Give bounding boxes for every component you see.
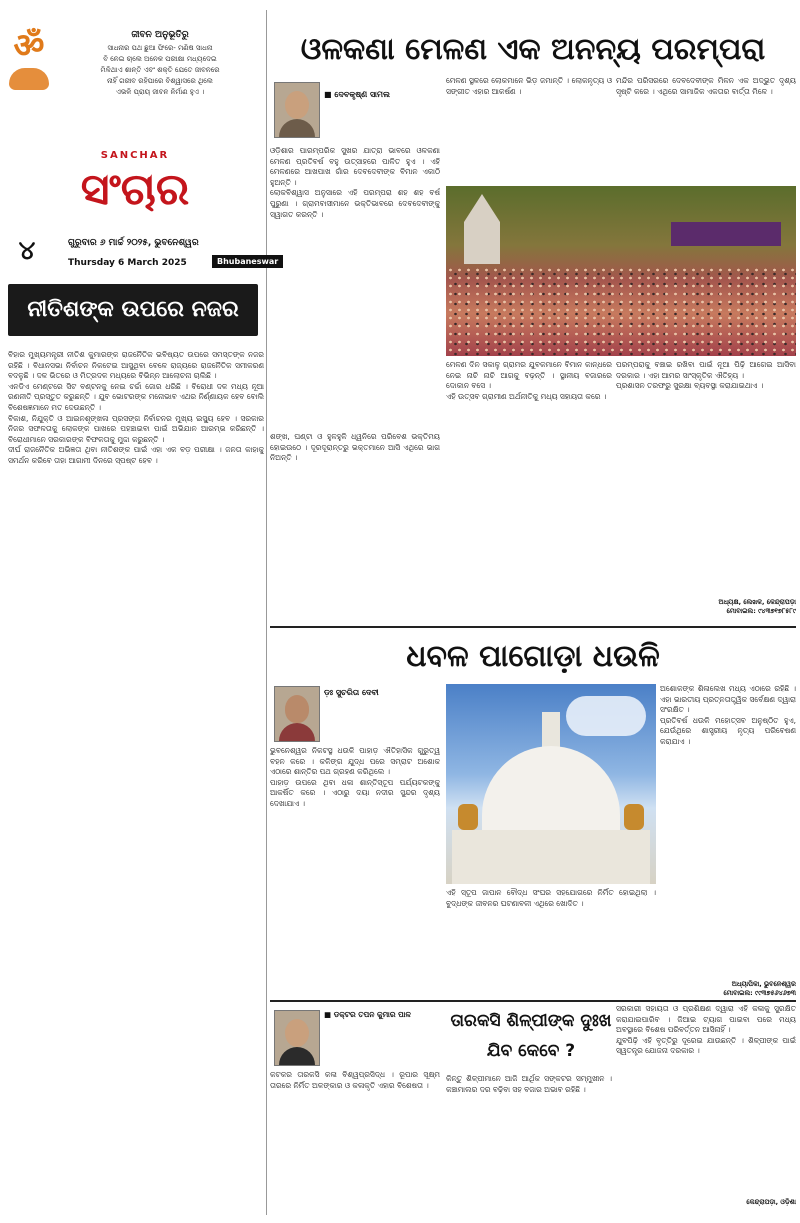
city-badge: Bhubaneswar (212, 255, 283, 268)
article1-paragraph: ମନ୍ଦିର ପରିସରରେ ଦେବଦେବୀଙ୍କ ମିଳନ ଏକ ଅଦ୍ଭୁତ ଦୃଶ୍ୟ ସୃଷ୍ଟି କରେ । ଏଥିରେ ସାମାଜିକ ଏକତାର ବାର୍ତ୍ତା ମିଳେ । (616, 76, 796, 96)
article1-paragraph: ଏହି ଉତ୍ସବ ଗ୍ରାମୀଣ ଅର୍ଥନୀତିକୁ ମଧ୍ୟ ସହାୟତା କରେ । (446, 391, 607, 401)
article1-column (270, 146, 440, 466)
hands-icon (9, 68, 49, 90)
author1-name: ■ ଦେବକୃଷ୍ଣ ସାମଲ (324, 90, 390, 99)
quote-line: ଏଭଳି ପ୍ରାୟ ଜୀବନ ନିର୍ମାଣ ହୁଏ । (115, 88, 205, 96)
editorial-paragraph: ବିକାଶ, ନିଯୁକ୍ତି ଓ ଆଇନଶୃଙ୍ଖଳା ପ୍ରସଙ୍ଗ ନିର୍ବାଚନର ମୁଖ୍ୟ ଇସ୍ୟୁ ହେବ । ସରକାର ନିଜର ସଫଳତାକୁ ଲୋକଙ୍କ ପାଖରେ ପହଞ୍ଚାଇବା ପାଇଁ ଅଭିଯାନ ଆରମ୍ଭ କରିଛନ୍ତି । ବିରୋଧୀମାନେ ସରକାରଙ୍କ ବିଫଳତାକୁ ମୁଦ୍ଦା କରୁଛନ୍ତି । (8, 413, 264, 444)
section-divider (270, 1000, 796, 1002)
festival-crowd-photo (446, 186, 796, 356)
credit-phone: ମୋବାଇଲ: ୯୪୩୭୧୭୮୫୮୯ (726, 607, 796, 615)
article3-paragraph: ଯୁବପିଢ଼ି ଏହି ବୃତ୍ତିରୁ ଦୂରେଇ ଯାଉଛନ୍ତି । ଶିଳ୍ପୀଙ୍କ ପାଇଁ ସ୍ୱତନ୍ତ୍ର ଯୋଜନା ଦରକାର । (616, 1035, 796, 1056)
quote-line: ସାଧନାର ପଥ ଛୁଆ ଫିରେ- ମଣିଷ ସାଧନା (107, 44, 213, 52)
article3-headline: ତାରକସି ଶିଳ୍ପୀଙ୍କ ଦୁଃଖ ଯିବ କେବେ ? (450, 1011, 612, 1061)
brand-english: SANCHAR (100, 150, 170, 161)
newspaper-logo (60, 150, 210, 230)
article3-paragraph: କିନ୍ତୁ ଶିଳ୍ପୀମାନେ ଆଜି ଆର୍ଥିକ ସଙ୍କଟର ସମ୍ମୁଖୀନ । କଞ୍ଚାମାଲର ଦର ବଢ଼ିବା ସହ ବଜାର ଅଭାବ ରହିଛି । (446, 1074, 612, 1094)
article2-credit (620, 980, 796, 998)
editorial-paragraph: ବିହାର ମୁଖ୍ୟମନ୍ତ୍ରୀ ନୀତିଶ କୁମାରଙ୍କ ରାଜନୈତିକ ଭବିଷ୍ୟତ ଉପରେ ସମସ୍ତଙ୍କ ନଜର ରହିଛି । ବିଧାନସଭା ନିର୍ବାଚନ ନିକଟେଇ ଆସୁଥିବା ବେଳେ ରାଜ୍ୟରେ ରାଜନୈତିକ ସମୀକରଣ ବଦଳୁଛି । ଦଳ ଭିତରେ ଓ ମିତ୍ରଦଳ ମଧ୍ୟରେ ବିଭିନ୍ନ ଆଲୋଚନା ଚାଲିଛି । (8, 350, 264, 381)
article3-paragraph: କଟକର ତାରକସି କଳା ବିଶ୍ୱପ୍ରସିଦ୍ଧ । ରୂପାର ସୂକ୍ଷ୍ମ ତାରରେ ନିର୍ମିତ ଅଳଙ୍କାର ଓ କଳାକୃତି ଏହାର ବିଶେଷତା । (270, 1070, 440, 1090)
article2-paragraph: ପାହାଡ଼ ଉପରେ ଥିବା ଧଳା ଶାନ୍ତିସ୍ତୂପ ପର୍ଯ୍ୟଟକଙ୍କୁ ଆକର୍ଷିତ କରେ । ଏଠାରୁ ଦୟା ନଦୀର ସୁନ୍ଦର ଦୃଶ୍ୟ ଦେଖାଯାଏ । (270, 777, 440, 808)
editorial-paragraph: ଏନଡିଏ ମେଣ୍ଟରେ ସିଟ ବଣ୍ଟନକୁ ନେଇ ଚର୍ଚ୍ଚା ଜୋର ଧରିଛି । ବିରୋଧୀ ଦଳ ମଧ୍ୟ ନୂଆ ରଣନୀତି ପ୍ରସ୍ତୁତ କରୁଛନ୍ତି । ଯୁବ ଭୋଟରଙ୍କ ମନୋଭାବ ଏଥର ନିର୍ଣ୍ଣାୟକ ହେବ ବୋଲି ବିଶେଷଜ୍ଞମାନେ ମତ ଦେଉଛନ୍ତି । (8, 381, 264, 412)
peace-pagoda-photo (446, 684, 656, 884)
article1-paragraph: ଲୋକବିଶ୍ୱାସ ଅନୁସାରେ ଏହି ପରମ୍ପରା ଶହ ଶହ ବର୍ଷ ପୁରୁଣା । ଗ୍ରାମବାସୀମାନେ ଭକ୍ତିଭାବରେ ଦେବଦେବୀଙ୍କୁ ସ୍ୱାଗତ କରନ୍ତି । (270, 188, 440, 219)
om-icon: ॐ (13, 26, 45, 66)
date-english: Thursday 6 March 2025 (68, 258, 187, 268)
article1-column (446, 360, 612, 622)
article3-paragraph: ସରକାରୀ ସହାୟତା ଓ ପ୍ରଶିକ୍ଷଣ ଦ୍ୱାରା ଏହି କଳାକୁ ସୁରକ୍ଷିତ କରାଯାଇପାରିବ । ଜିଆଇ ଟ୍ୟାଗ ପାଇବା ପରେ ମଧ୍ୟ ଅବସ୍ଥାରେ ବିଶେଷ ପରିବର୍ତ୍ତନ ଆସିନାହିଁ । (616, 1004, 796, 1035)
article1-paragraph: ଶଙ୍ଖ, ଘଣ୍ଟା ଓ ହୁଳହୁଳି ଧ୍ୱନିରେ ପରିବେଶ ଭକ୍ତିମୟ ହୋଇଉଠେ । ଦୂରଦୂରାନ୍ତରୁ ଭକ୍ତମାନେ ଆସି ଏଥିରେ ଭାଗ ନିଅନ୍ତି । (270, 432, 440, 463)
article2-column (660, 684, 796, 974)
article2-paragraph: ଏହି ସ୍ତୂପ ଜାପାନ ବୌଦ୍ଧ ସଂଘର ସହଯୋଗରେ ନିର୍ମିତ ହୋଇଥିଲା । ବୁଦ୍ଧଙ୍କ ଜୀବନର ଘଟଣାବଳୀ ଏଥିରେ ଖୋଦିତ । (446, 888, 656, 908)
date-odia: ଗୁରୁବାର ୬ ମାର୍ଚ୍ଚ ୨୦୨୫, ଭୁବନେଶ୍ୱର (68, 238, 199, 248)
article2-headline: ଧବଳ ପାଗୋଡ଼ା ଧଉଳି (406, 639, 660, 674)
daily-quote (60, 30, 260, 98)
article1-paragraph: ମେଳଣ ସ୍ଥଳରେ ଲୋକମାନେ ଭିଡ଼ ଜମାନ୍ତି । ଲୋକନୃତ୍ୟ ଓ ସଙ୍ଗୀତ ଏହାର ଆକର୍ଷଣ । (446, 76, 612, 96)
article3-credit: କେନ୍ଦ୍ରାପଡ଼ା, ଓଡ଼ିଶା (746, 1198, 796, 1206)
column-divider (266, 10, 267, 1215)
article1-paragraph: ମେଳଣ ଦିନ ସକାଳୁ ଗ୍ରାମର ଯୁବକମାନେ ବିମାନ କାନ୍ଧରେ ନେଇ ନାଚି ନାଚି ଆଗକୁ ବଢ଼ନ୍ତି । ସ୍ଥାନୀୟ ବଜାରରେ ଦୋକାନ ବସେ । (446, 360, 612, 391)
article3-column (446, 1074, 612, 1216)
om-emblem (4, 28, 54, 118)
article1-paragraph: ପରମ୍ପରାକୁ ବଞ୍ଚାଇ ରଖିବା ପାଇଁ ନୂଆ ପିଢ଼ି ଆଗେଇ ଆସିବା ଦରକାର । ଏହା ଆମର ସାଂସ୍କୃତିକ ଐତିହ୍ୟ । (616, 360, 796, 380)
section-divider (270, 626, 796, 628)
editorial-headline: ନୀତିଶଙ୍କ ଉପରେ ନଜର (8, 284, 258, 336)
article3-column (270, 1070, 440, 1216)
article1-column (446, 76, 612, 186)
author2-photo (274, 686, 320, 742)
quote-line: ମିଳିଥାଏ ଶାନ୍ତି ଏବଂ ଶକ୍ତି ଯେତେ ଜୀବନରେ (100, 66, 220, 74)
page-number: ୪ (18, 236, 36, 266)
article1-column (270, 432, 440, 622)
article1-column (616, 76, 796, 186)
quote-title: ଜୀବନ ଅନୁଭୂତିରୁ (131, 30, 189, 40)
editorial-paragraph: ଦୀର୍ଘ ରାଜନୈତିକ ଅଭିଜ୍ଞତା ଥିବା ନୀତିଶଙ୍କ ପାଇଁ ଏହା ଏକ ବଡ଼ ପରୀକ୍ଷା । ଜନତା କାହାକୁ ସମର୍ଥନ କରିବେ ତାହା ଆଗାମୀ ଦିନରେ ସ୍ପଷ୍ଟ ହେବ । (8, 445, 264, 465)
article2-paragraph: ପ୍ରତିବର୍ଷ ଧଉଳି ମହୋତ୍ସବ ଅନୁଷ୍ଠିତ ହୁଏ, ଯେଉଁଥିରେ ଶାସ୍ତ୍ରୀୟ ନୃତ୍ୟ ପରିବେଷଣ କରାଯାଏ । (660, 715, 796, 746)
article1-paragraph: ପ୍ରଶାସନ ତରଫରୁ ସୁରକ୍ଷା ବ୍ୟବସ୍ଥା କରାଯାଇଥାଏ । (616, 381, 764, 391)
credit-line: ଅଧ୍ୟାପିକା, ଭୁବନେଶ୍ୱର (731, 980, 796, 988)
dateline (8, 232, 279, 274)
article1-credit (600, 598, 796, 616)
article2-paragraph: ଭୁବନେଶ୍ୱର ନିକଟସ୍ଥ ଧଉଳି ପାହାଡ଼ ଐତିହାସିକ ଗୁରୁତ୍ୱ ବହନ କରେ । କଳିଙ୍ଗ ଯୁଦ୍ଧ ପରେ ସମ୍ରାଟ ଅଶୋକ ଏଠାରେ ଶାନ୍ତିର ପଥ ଗ୍ରହଣ କରିଥିଲେ । (270, 746, 440, 777)
author1-photo (274, 82, 320, 138)
article1-column (616, 360, 796, 622)
author2-name: ଡ଼ଃ ସୁଚରିତା ଦେବୀ (324, 688, 379, 697)
quote-line: ବି ନେଇ ଚାଲେ ଅନେକ ପରୀକ୍ଷା ମଧ୍ୟଦେଇ (103, 55, 217, 63)
article1-headline: ଓଳକଣା ମେଳଣ ଏକ ଅନନ୍ୟ ପରମ୍ପରା (300, 32, 766, 67)
article2-column (270, 746, 440, 996)
author3-name: ■ ଡକ୍ଟର ତପନ କୁମାର ପାଳ (324, 1010, 411, 1019)
brand-odia: ସଂଚାର (80, 164, 190, 215)
article1-paragraph: ଓଡ଼ିଶାର ପାରମ୍ପରିକ ସୁଖର ଯାତ୍ରା ଭାବରେ ଓଳକଣା ମେଳଣ ପ୍ରତିବର୍ଷ ବହୁ ଉତ୍ସାହରେ ପାଳିତ ହୁଏ । ଏହି ମେଳଣରେ ଆଖପାଖ ଗାଁର ଦେବଦେବୀଙ୍କ ବିମାନ ଏକାଠି ହୁଅନ୍ତି । (270, 146, 440, 187)
editorial-body (8, 350, 264, 1210)
editorial-headline-box (8, 284, 264, 340)
article2-paragraph: ଅଶୋକଙ୍କ ଶିଳାଲେଖ ମଧ୍ୟ ଏଠାରେ ରହିଛି । ଏହା ଭାରତୀୟ ପ୍ରତ୍ନତାତ୍ତ୍ୱିକ ସର୍ବେକ୍ଷଣ ଦ୍ୱାରା ସଂରକ୍ଷିତ । (660, 684, 796, 715)
credit-phone: ମୋବାଇଲ: ୯୯୩୭୫୬୪୬୭୩ (723, 989, 796, 997)
credit-line: ଅଧ୍ୟକ୍ଷ, ଲେଖକ, କେନ୍ଦ୍ରାପଡ଼ା (718, 598, 796, 606)
author3-photo (274, 1010, 320, 1066)
quote-line: ନାହିଁ ଗରୀବ ରହିପାରେ ବିଶ୍ୱାସରେ ଥିଲେ (107, 77, 213, 85)
article3-column (616, 1004, 796, 1198)
